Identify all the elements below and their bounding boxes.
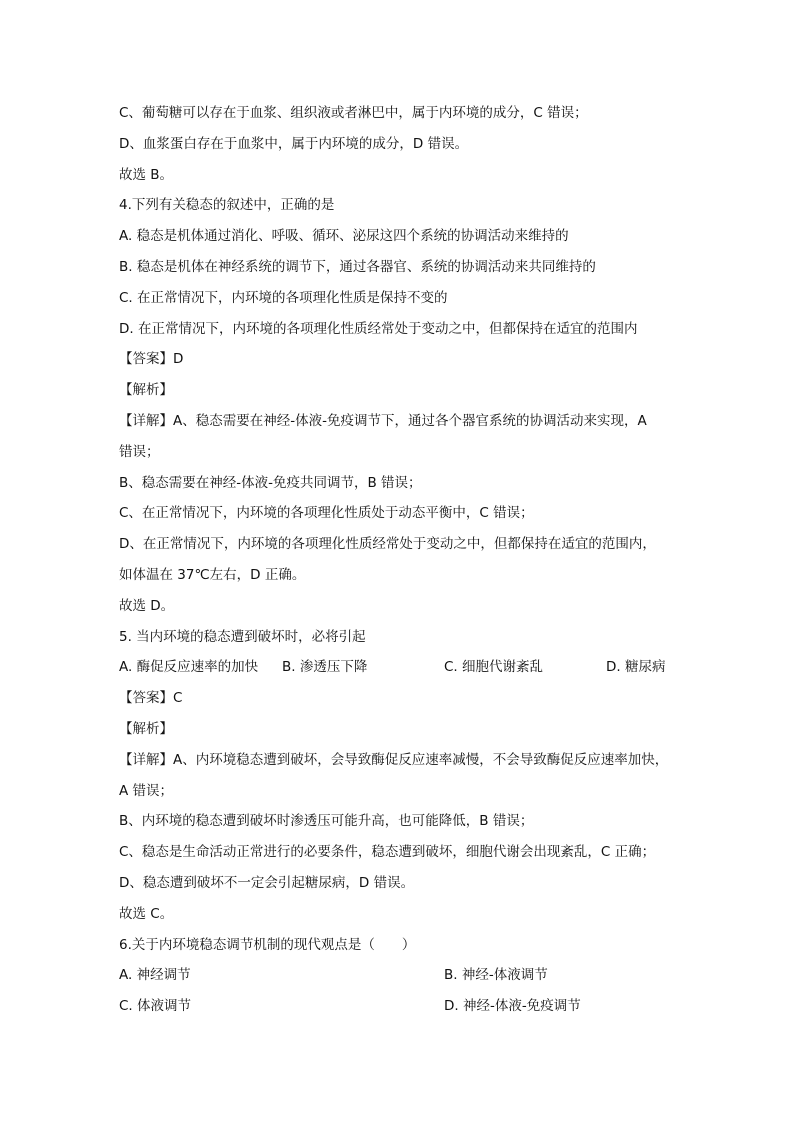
text-line: 故选 C。 <box>119 905 174 922</box>
text-line: 【详解】A、内环境稳态遭到破坏，会导致酶促反应速率减慢，不会导致酶促反应速率加快， <box>119 751 669 768</box>
text-line: A. 稳态是机体通过消化、呼吸、循环、泌尿这四个系统的协调活动来维持的 <box>119 228 569 245</box>
text-line: 6.关于内环境稳态调节机制的现代观点是（ ） <box>119 936 416 953</box>
text-line: A 错误； <box>119 782 174 799</box>
text-line: C、稳态是生命活动正常进行的必要条件，稳态遭到破坏，细胞代谢会出现紊乱，C 正确； <box>119 844 656 861</box>
text-line: D、在正常情况下，内环境的各项理化性质经常处于变动之中，但都保持在适宜的范围内， <box>119 536 656 553</box>
text-line: 错误； <box>119 443 160 460</box>
text-line: 【详解】A、稳态需要在神经-体液-免疫调节下，通过各个器官系统的协调活动来实现，A <box>119 413 647 429</box>
q5-option: B. 渗透压下降 <box>282 659 368 676</box>
text-line: C、在正常情况下，内环境的各项理化性质处于动态平衡中，C 错误； <box>119 505 534 522</box>
text-line: 【答案】C <box>119 690 183 707</box>
text-line: 4.下列有关稳态的叙述中，正确的是 <box>119 197 335 214</box>
text-line: 【解析】 <box>119 721 173 737</box>
text-line: 故选 D。 <box>119 597 175 614</box>
q6-option: D. 神经-体液-免疫调节 <box>444 998 581 1015</box>
q6-option: B. 神经-体液调节 <box>444 967 548 984</box>
text-line: B、稳态需要在神经-体液-免疫共同调节，B 错误； <box>119 474 422 491</box>
text-line: B. 稳态是机体在神经系统的调节下，通过各器官、系统的协调活动来共同维持的 <box>119 259 596 275</box>
q5-option: A. 酶促反应速率的加快 <box>119 659 259 676</box>
text-line: D、血浆蛋白存在于血浆中，属于内环境的成分，D 错误。 <box>119 135 469 152</box>
text-line: 【解析】 <box>119 382 173 399</box>
text-line: B、内环境的稳态遭到破坏时渗透压可能升高，也可能降低，B 错误； <box>119 813 534 830</box>
q5-option: D. 糖尿病 <box>606 659 666 676</box>
q5-option: C. 细胞代谢紊乱 <box>444 659 544 676</box>
q6-option: C. 体液调节 <box>119 998 192 1015</box>
text-line: C. 在正常情况下，内环境的各项理化性质是保持不变的 <box>119 289 448 306</box>
text-line: D、稳态遭到破坏不一定会引起糖尿病，D 错误。 <box>119 875 415 891</box>
text-line: 故选 B。 <box>119 166 174 183</box>
text-line: C、葡萄糖可以存在于血浆、组织液或者淋巴中，属于内环境的成分，C 错误； <box>119 105 588 121</box>
text-line: 【答案】D <box>119 351 184 368</box>
text-line: 如体温在 37℃左右，D 正确。 <box>119 567 306 583</box>
text-line: D. 在正常情况下，内环境的各项理化性质经常处于变动之中，但都保持在适宜的范围内 <box>119 320 638 337</box>
text-line: 5. 当内环境的稳态遭到破坏时，必将引起 <box>119 628 366 645</box>
q6-option: A. 神经调节 <box>119 967 191 984</box>
